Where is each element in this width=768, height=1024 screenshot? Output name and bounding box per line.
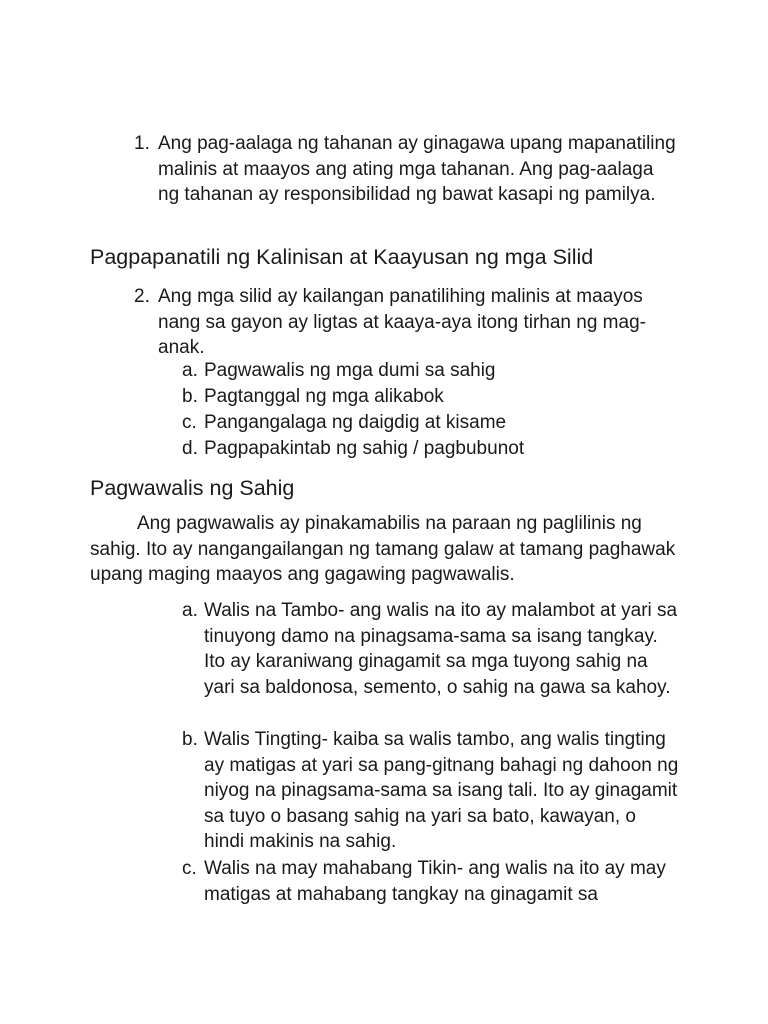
- sub-item-letter: d.: [182, 438, 198, 459]
- sub-item-text: Pangangalaga ng daigdig at kisame: [204, 412, 507, 433]
- broom-item-text: Walis Tingting- kaiba sa walis tambo, ang walis tingting ay matigas at yari sa pang-gitnang bahagi ng dahoon ng niyog na pinagsama-sama sa isang tali. Ito ay ginagamit sa tuyo o basang sahig na yari sa bato, kawayan, o hindi makinis na sahig.: [204, 729, 679, 852]
- sub-item-text: Pagtanggal ng mga alikabok: [204, 386, 444, 407]
- section-heading: Pagwawalis ng Sahig: [90, 476, 295, 500]
- broom-item: [182, 727, 679, 855]
- sub-item-letter: a.: [182, 360, 198, 381]
- broom-item-letter: b.: [182, 729, 198, 750]
- broom-item-text: Walis na Tambo- ang walis na ito ay malambot at yari sa tinuyong damo na pinagsama-sama sa isang tangkay. Ito ay karaniwang ginagamit sa mga tuyong sahig na yari sa baldonosa, semento, o sahig na gawa sa kahoy.: [204, 600, 678, 698]
- sub-item: [182, 358, 664, 384]
- broom-item-letter: c.: [182, 858, 197, 879]
- sub-item-letter: b.: [182, 386, 198, 407]
- numbered-item-2: [134, 284, 678, 361]
- item-number: 1.: [134, 133, 150, 154]
- sub-item-letter: c.: [182, 412, 197, 433]
- broom-item: [182, 598, 679, 700]
- numbered-item-1: [134, 131, 678, 208]
- broom-item: [182, 856, 679, 907]
- item-text: Ang mga silid ay kailangan panatilihing malinis at maayos nang sa gayon ay ligtas at kaaya-aya itong tirhan ng mag-anak.: [158, 286, 646, 358]
- broom-item-letter: a.: [182, 600, 198, 621]
- sub-item: [182, 384, 664, 410]
- item-number: 2.: [134, 286, 150, 307]
- section-heading: Pagpapanatili ng Kalinisan at Kaayusan ng mga Silid: [90, 245, 594, 269]
- sub-item-text: Pagwawalis ng mga dumi sa sahig: [204, 360, 496, 381]
- sub-item-text: Pagpapakintab ng sahig / pagbubunot: [204, 438, 525, 459]
- broom-item-text: Walis na may mahabang Tikin- ang walis na ito ay may matigas at mahabang tangkay na ginagamit sa: [204, 858, 666, 905]
- sub-item: [182, 410, 664, 436]
- item-text: Ang pag-aalaga ng tahanan ay ginagawa upang mapanatiling malinis at maayos ang ating mga tahanan. Ang pag-aalaga ng tahanan ay responsibilidad ng bawat kasapi ng pamilya.: [158, 133, 676, 205]
- sub-item: [182, 436, 664, 462]
- body-paragraph: Ang pagwawalis ay pinakamabilis na paraan ng paglilinis ng sahig. Ito ay nangangailangan ng tamang galaw at tamang paghawak upang maging maayos ang gagawing pagwawalis.: [90, 513, 676, 585]
